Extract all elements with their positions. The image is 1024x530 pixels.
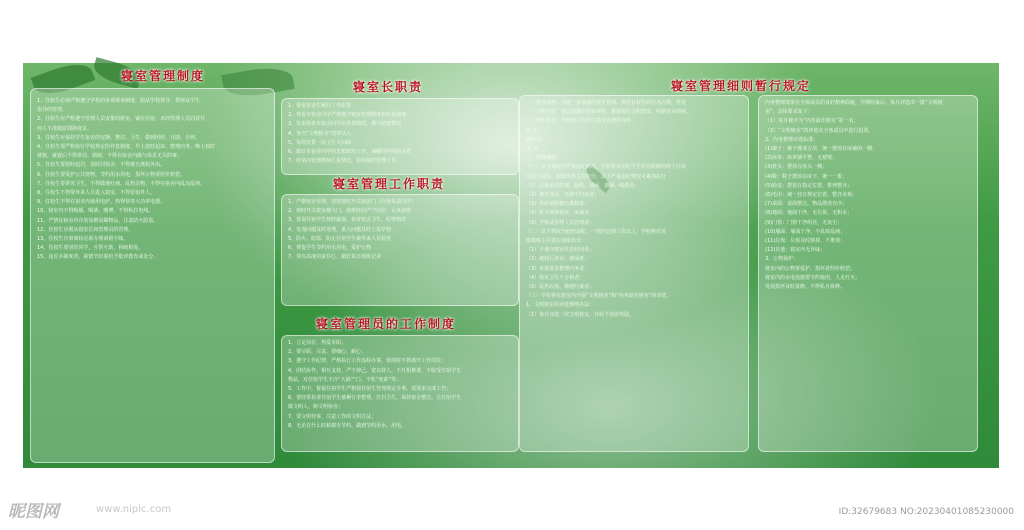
- duty-line: 1、立足岗位，热爱本职；: [288, 340, 347, 346]
- rule-line: （一）以下情况为严重违纪情况，学校将对违纪学生所在班级的班主任每: [526, 164, 687, 171]
- duty-line: 2、要尽职，尽责，要细心，耐心；: [288, 349, 367, 356]
- duty-line: 2、按时开关寝室楼大门，值班时间严守岗位，认真值班: [288, 208, 412, 215]
- rule-line: (12)其他：寝室内无异味；: [765, 247, 826, 254]
- rule-line: 室”，具体要求如下：: [765, 109, 813, 116]
- duty-line: 5、工作中，督促住宿学生严格按住宿生管理规定办事，按要求完成工作；: [288, 386, 452, 393]
- duty-line: 4、争当“文明宿舍”的带头人: [288, 130, 352, 137]
- watermark-logo: 昵图网: [8, 502, 59, 522]
- rule-line: 10、寝室内不得吸烟、喝酒、赌博，不得私拉电线。: [37, 208, 154, 215]
- head-duties-panel: [281, 98, 519, 175]
- rule-line: 一个文明守纪、整洁温馨的住宿环境，推进校园文明建设，特制定本细则。: [526, 109, 692, 116]
- rule-line: 何人不准随意调换寝室。: [37, 125, 93, 132]
- duty-line: 3、负责检查本宿舍同学的各项情况，遵守制度情况: [288, 121, 402, 128]
- rule-line: （2）“文明寝室”的评选在全体成员中进行投票。: [765, 127, 874, 134]
- rule-line: （2）就寝后讲话、嬉闹者；: [526, 256, 590, 263]
- rule-line: (8)地面：地面干净，无垃圾，无积水；: [765, 210, 853, 217]
- rule-line: 寝室内的公物要爱护，损坏者照价赔偿；: [765, 265, 856, 272]
- rule-line: （4）私自调换寝室、床铺者；: [526, 210, 595, 217]
- rule-line: 2、住校生应严格遵守管理人员安排的寝室，铺位住宿，未经管理人员同意任: [37, 116, 206, 123]
- rule-line: (1)被子：被子叠成方块，统一摆放在床铺的一侧；: [765, 146, 878, 153]
- rule-line: (10)墙面：墙面干净，不乱贴乱画；: [765, 228, 846, 235]
- rule-line: 6、住校生要爱护公共财物，节约用水用电，损坏公物要照价赔偿。: [37, 171, 186, 178]
- duty-line: 4、团结协作，相互支持，严于律己，宽以待人，不互相推诿，不收受住宿学生: [288, 367, 462, 374]
- detailed-rules-right-text: [759, 99, 977, 451]
- rule-line: (4)鞋：鞋子摆放在床下，统一一排；: [765, 173, 848, 180]
- duty-line: 5、防火、防盗、防止住宿学生被外来人员侵害: [288, 235, 392, 242]
- rule-line: （2）擅自外出，无故不归宿者；: [526, 192, 600, 199]
- dorm-rules-panel: [30, 69, 275, 463]
- rule-line: （1）每月评选一次文明寝室，并给予表彰奖励。: [526, 311, 635, 318]
- head-duties-title: 寝室长职责: [353, 80, 424, 94]
- rule-line: 日进行通报，扣除该班主任积分。以下严重违纪情况可累加扣分: [526, 173, 667, 180]
- rule-line: (5)脸盆：摆放在指定位置，排列整齐；: [765, 182, 853, 189]
- duty-line: 3、遵守工作纪律，严格执行工作流程办事，值岗时不得离开工作岗位；: [288, 358, 447, 365]
- rule-line: 4、住校生要严格执行学校规定的作息制度，早上按时起床、整理内务，晚上按时: [37, 144, 216, 151]
- rule-line: 指导的管理。: [37, 107, 68, 114]
- dorm-rules-text: [31, 97, 274, 462]
- rule-line: 3、住校生应保持学生宿舍的安静、整洁、卫生，做到团结、互助、自律。: [37, 134, 201, 141]
- rule-line: （5）乱扔垃圾、随地吐痰者；: [526, 284, 595, 291]
- rule-line: (3)枕头：摆放在床头一侧；: [765, 164, 828, 171]
- duty-line: 物品，对住宿学生不冷“大锅”“门、不吃“死索”等；: [288, 376, 401, 383]
- rule-line: （1）不遵守寝室作息时间者；: [526, 247, 595, 254]
- rule-line: 二、组织领导：学校成立住校生寝室管理领导组: [526, 118, 632, 125]
- duty-line: 6、做好本宿舍同学的思想政治工作，调解同学间的矛盾: [288, 149, 412, 156]
- duty-line: 1、督促宿舍生履行工作职责: [288, 103, 352, 109]
- rule-line: 三、管理细则：: [526, 155, 562, 162]
- rule-line: 3、公物保护：: [765, 256, 799, 263]
- detailed-rules-left-text: [520, 99, 748, 451]
- admin-duties-text: [282, 339, 518, 451]
- rule-line: 寝室内的水电设施要节约使用，人走灯灭；: [765, 274, 861, 281]
- rule-line: 成 员：: [526, 146, 543, 153]
- rule-line: （4）寝室卫生不合格者；: [526, 274, 585, 281]
- rule-line: 2、内务整理评选标准：: [765, 136, 819, 143]
- work-duties-text: [282, 198, 518, 305]
- duty-line: 8、无论在什么时候都有节约，做到节约用水、用电。: [288, 422, 407, 429]
- rule-line: 8、住校生不得带外来人员进入寝室，不得留宿外人。: [37, 190, 156, 197]
- rule-line: (6)毛巾：统一挂在规定位置，整齐美观；: [765, 192, 858, 199]
- duty-line: 1、严格宿舍管理，坚持按时开关宿舍门（内务负责同学）: [288, 199, 417, 205]
- rule-line: 班级班主任进行通报扣分：: [526, 238, 587, 245]
- rule-line: 7、住校生要讲究卫生，不得随地吐痰、乱扔杂物，不得在宿舍内乱涂乱画。: [37, 180, 206, 187]
- watermark-site: www.nipic.com: [96, 504, 172, 515]
- rule-line: 发现损坏及时报修，不得私自拆修。: [765, 284, 846, 291]
- duty-line: 2、督促本宿舍同学严格遵守寝室管理制度和作息制度: [288, 112, 407, 119]
- duty-line: 6、要经常检查住宿学生被褥行李整理，打扫卫生，保持宿舍整洁，让住宿学生: [288, 395, 462, 402]
- detailed-rules-title: 寝室管理细则暂行规定: [671, 79, 812, 93]
- rule-line: 14、住校生要团结同学，互帮互助，和睦相处。: [37, 245, 144, 252]
- rule-line: 12、住校生应服从寝室长和管理员的管理。: [37, 226, 134, 233]
- duty-line: 5、每周安排一次卫生大扫除: [288, 139, 352, 146]
- head-duties-text: [282, 102, 518, 174]
- rule-line: （三）学校将在寝室内开展“文明寝室”和“内务最佳寝室”的评选。: [526, 293, 672, 300]
- rule-line: （二）以下情况为较轻违纪，一周内达到三次以上，学校将对该: [526, 228, 667, 235]
- rule-line: 1、住校生必须严格遵守学校的各项规章制度，服从学校领导、教师及学生: [37, 98, 201, 104]
- rule-line: 11、严禁在宿舍内存放易燃易爆物品，注意防火防盗。: [37, 217, 159, 224]
- detailed-rules-right-panel: [758, 95, 978, 452]
- work-duties-panel: [281, 194, 519, 306]
- rule-line: 5、住校生要按时起居，按时回宿舍，不得擅自离校外出。: [37, 162, 166, 169]
- rule-line: 就寝，就寝后不得讲话、嬉闹，不得在宿舍内做与休息无关的事。: [37, 153, 183, 160]
- rule-line: 1、文明寝室的评选规则办法：: [526, 302, 595, 309]
- duty-line: 7、要文明待客，注意工作的文明方法；: [288, 413, 377, 420]
- duty-line: 4、发现问题及时处理，重大问题及时上报学校: [288, 226, 392, 233]
- rule-line: (9)门窗：门窗干净明亮，无灰尘；: [765, 219, 843, 226]
- rule-line: (7)桌面：桌面整洁，物品摆放有序；: [765, 201, 848, 208]
- rule-line: 组 长：: [526, 127, 543, 134]
- dorm-rules-title: 寝室管理制度: [121, 69, 206, 83]
- rule-line: (2)床单：床单铺平整，无褶皱；: [765, 155, 838, 162]
- rule-line: （5）不服从管理人员管理者；: [526, 219, 595, 226]
- rule-line: （3）未按要求整理内务者；: [526, 265, 590, 272]
- rule-line: (11)垃圾：垃圾及时倒掉，不堆放；: [765, 238, 846, 245]
- rule-line: 15、违反本制度者，视情节轻重给予批评教育或处分。: [37, 254, 159, 261]
- duty-line: 做文明人，树文明宿舍；: [288, 404, 344, 411]
- detailed-rules-left-panel: [519, 95, 749, 452]
- work-duties-title: 寝室管理工作职责: [333, 177, 446, 191]
- duty-line: 6、督促学生节约用水用电，爱护公物: [288, 245, 372, 252]
- rule-line: （1）每月被评为“内务最佳寝室”第一名；: [765, 118, 859, 125]
- rule-line: 内务整理效果在全体成员的良好精神面貌，学期结束后，每月评选出一批“文明寝: [765, 100, 943, 106]
- rule-line: 13、住校生有事离校必须办理请假手续。: [37, 236, 129, 243]
- admin-duties-title: 寝室管理员的工作制度: [316, 317, 457, 331]
- watermark-id: ID:32679683 NO:20230401085230000: [838, 507, 1014, 517]
- admin-duties-panel: [281, 335, 519, 452]
- rule-line: 一、指导思想：为进一步加强住校生管理，规范日校生的行为习惯，营造: [526, 100, 687, 106]
- rule-line: （3）未经请假擅自离校者；: [526, 201, 590, 208]
- rule-line: （1）在寝室内打架、起哄、嬉闹、抽烟、喝酒者；: [526, 182, 640, 189]
- rule-line: 9、住校生不得在宿舍内使用电炉、热得快等大功率电器。: [37, 199, 166, 206]
- duty-line: 7、要有高度的责任心，做好每日值班记录: [288, 254, 382, 261]
- rule-line: 副组长：: [526, 136, 547, 143]
- bulletin-board: [23, 63, 999, 468]
- duty-line: 3、督促住宿学生按时就寝，检查宿舍卫生、纪律情况: [288, 217, 407, 224]
- duty-line: 7、经常向管理教师汇报情况，协助搞好管理工作: [288, 158, 397, 165]
